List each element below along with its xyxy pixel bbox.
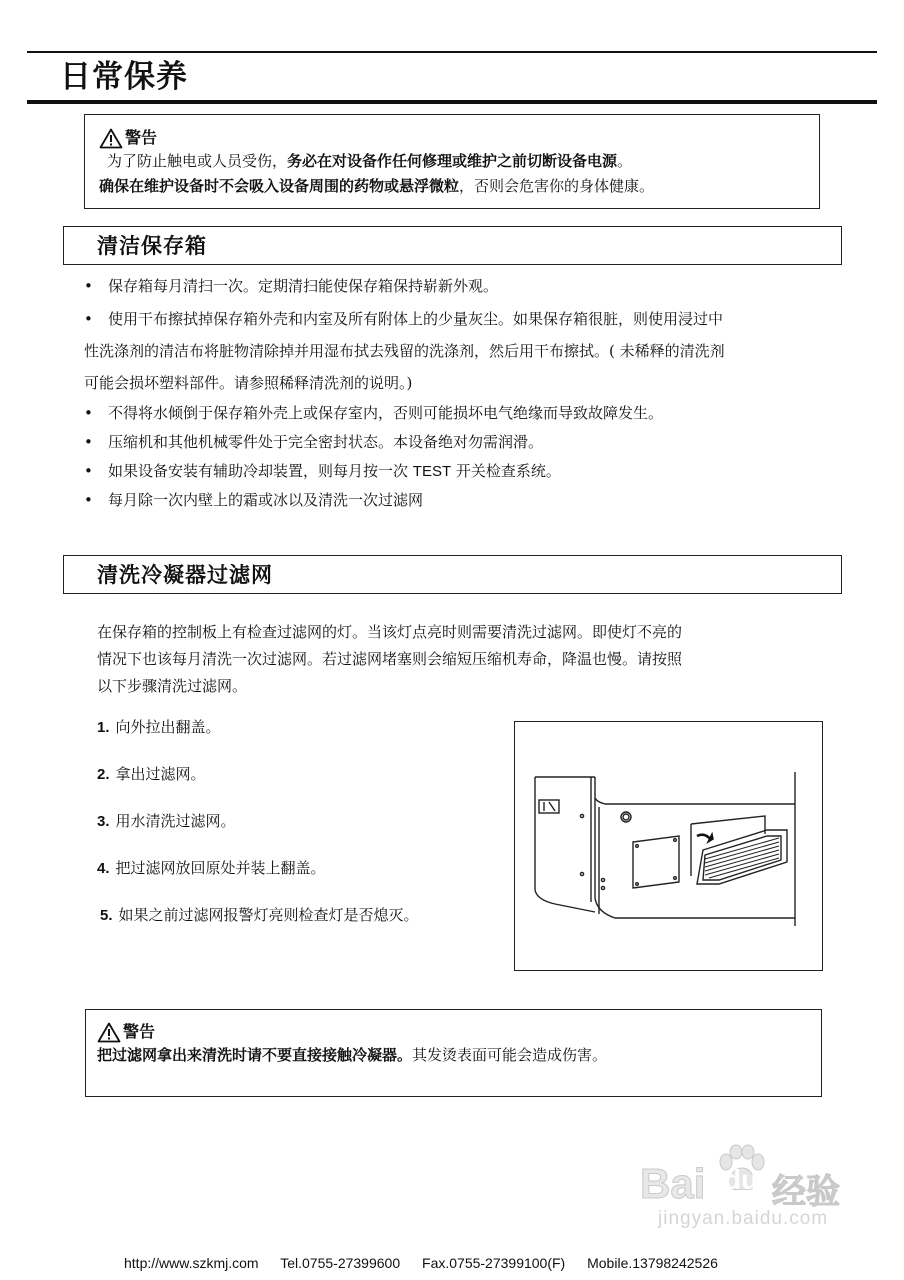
warning-line-1: 为了防止触电或人员受伤，务必在对设备作任何修理或维护之前切断设备电源。 (107, 152, 633, 170)
watermark-brand-du: du (724, 1164, 759, 1195)
section-title-filter: 清洗冷凝器过滤网 (97, 563, 273, 587)
section-title-clean: 清洁保存箱 (97, 234, 207, 258)
baidu-watermark (640, 1140, 870, 1240)
bullet-item: • 如果设备安装有辅助冷却装置，则每月按一次 TEST 开关检查系统。 (84, 457, 864, 486)
warning-box-power (84, 114, 820, 209)
watermark-brand-cn: 经验 (772, 1173, 840, 1211)
step-item: 4. 把过滤网放回原处并装上翻盖。 (97, 859, 326, 877)
bullet-dot: • (84, 277, 93, 295)
bullet-dot: • (84, 491, 93, 509)
warning-line-1: 把过滤网拿出来清洗时请不要直接接触冷凝器。其发烫表面可能会造成伤害。 (97, 1046, 608, 1064)
warning-triangle-icon (97, 1022, 121, 1043)
cabinet-drawing (515, 722, 821, 969)
footer-fax: Fax.0755-27399100(F) (422, 1255, 566, 1271)
bullet-dot: • (84, 310, 93, 328)
section-header-filter (63, 555, 842, 594)
watermark-url: jingyan.baidu.com (658, 1208, 829, 1229)
step-item: 1. 向外拉出翻盖。 (97, 718, 221, 736)
bullet-item: • 每月除一次内壁上的霜或冰以及清洗一次过滤网 (84, 486, 864, 515)
step-item: 2. 拿出过滤网。 (97, 765, 206, 783)
cleaning-bullet-list (84, 272, 864, 515)
title-rule (27, 100, 877, 104)
bullet-item: • 压缩机和其他机械零件处于完全密封状态。本设备绝对勿需润滑。 (84, 428, 864, 457)
footer-tel: Tel.0755-27399600 (280, 1255, 401, 1271)
filter-steps-list (97, 712, 419, 947)
warning-triangle-icon (99, 128, 123, 149)
page-footer (124, 1254, 736, 1272)
warning-heading-text: 警告 (125, 128, 158, 147)
bullet-item: • 不得将水倾倒于保存箱外壳上或保存室内，否则可能损坏电气绝缘而导致故障发生。 (84, 399, 864, 428)
bullet-dot: • (84, 433, 93, 451)
bullet-item-wrapped: • 使用干布擦拭掉保存箱外壳和内室及所有附体上的少量灰尘。如果保存箱很脏，则使用浸过中 性洗涤剂的清洁布将脏物清除掉并用湿布拭去残留的洗涤剂，然后用干布擦拭。( 未稀释的清洗剂 可能会损坏塑料部件。请参照稀释清洗剂的说明。) (84, 303, 864, 399)
warning-line-2: 确保在维护设备时不会吸入设备周围的药物或悬浮微粒，否则会危害你的身体健康。 (99, 177, 655, 195)
watermark-brand-latin: Bai (640, 1160, 706, 1207)
bullet-item: • 保存箱每月清扫一次。定期清扫能使保存箱保持崭新外观。 (84, 272, 864, 301)
bullet-dot: • (84, 462, 93, 480)
warning-heading-text: 警告 (123, 1022, 156, 1041)
footer-mobile: Mobile.13798242526 (587, 1255, 718, 1271)
step-item: 3. 用水清洗过滤网。 (97, 812, 236, 830)
top-rule (27, 51, 877, 53)
filter-intro-paragraph: 在保存箱的控制板上有检查过滤网的灯。当该灯点亮时则需要清洗过滤网。即使灯不亮的 情况下也该每月清洗一次过滤网。若过滤网堵塞则会缩短压缩机寿命，降温也慢。请按照 以下步骤清洗过滤网。 (97, 623, 683, 695)
section-header-clean (63, 226, 842, 265)
step-item: 5. 如果之前过滤网报警灯亮则检查灯是否熄灭。 (100, 906, 419, 924)
filter-illustration (514, 721, 823, 971)
warning-heading (97, 1021, 810, 1043)
page-title: 日常保养 (60, 59, 188, 95)
bullet-dot: • (84, 404, 93, 422)
footer-website: http://www.szkmj.com (124, 1255, 259, 1271)
warning-box-condenser (85, 1009, 822, 1097)
warning-heading (99, 127, 805, 149)
